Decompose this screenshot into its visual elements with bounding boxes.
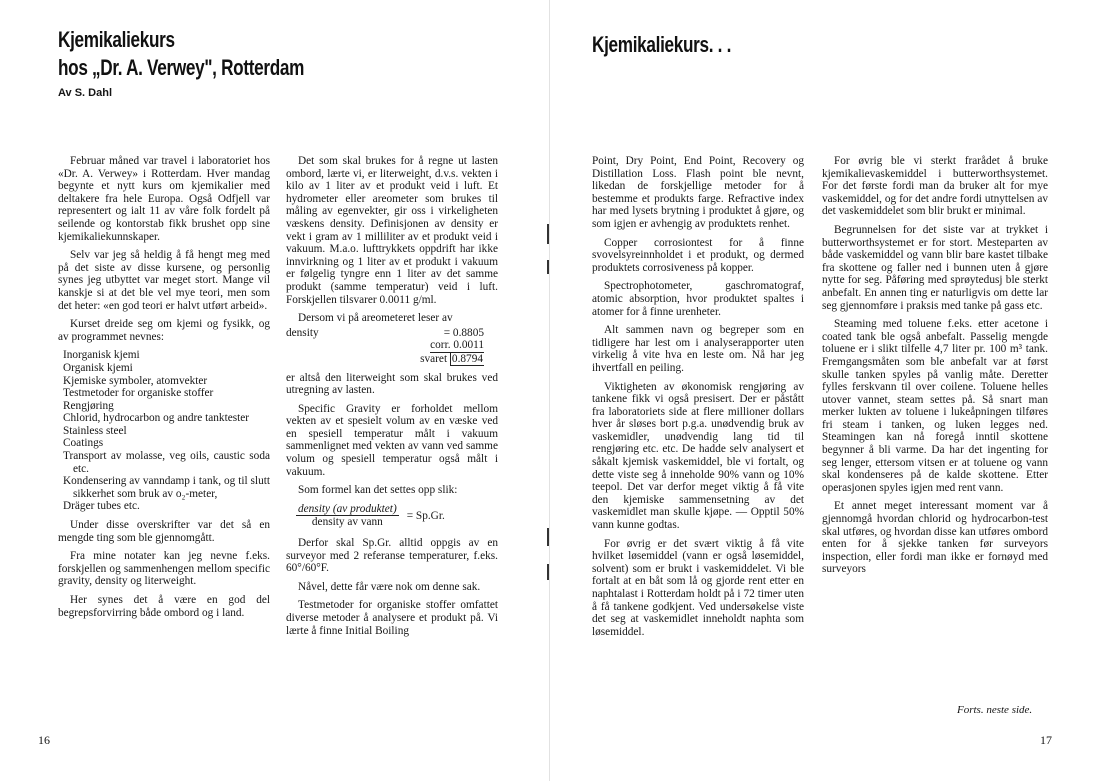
paragraph: Dersom vi på areometeret leser av	[298, 312, 453, 325]
list-item: Dräger tubes etc.	[63, 500, 140, 513]
paragraph: Det som skal brukes for å regne ut lasten ombord, lærte vi, er literweight, d.v.s. vekten i kilo av 1 liter av et produkt veid i luft. Et hydrometer eller areometer som brukes til måling av egenvekter, gir oss i virkeligheten væskens density. Definisjonen av density er vekt i gram av 1 milliliter av et produkt veid i vakuum. M.a.o. lufttrykkets oppdrift har ikke innvirkning og 1 liter av et produkt i vakuum er følgelig tyngre enn 1 liter av det samme produkt (samme temperatur) veid i luft. Forskjellen tilsvarer 0.0011 g/ml.	[286, 155, 498, 306]
paragraph: er altså den literweight som skal brukes ved utregning av lasten.	[286, 371, 498, 397]
paragraph: Begrunnelsen for det siste var at trykket i butterworthsystemet er for stort. Mesteparten av både vaskemiddel og vann blir bare kastet tilbake fra skottene og faller ned i bunnen uten å gjøre nytte for seg. Påføring med sprøytedusj ble sterkt anbefalt. En annen ting er naturligvis om dette lar seg gjennomføre i praksis med tanke på gass etc.	[822, 223, 1048, 312]
paragraph: Testmetoder for organiske stoffer omfattet diverse metoder å analysere et produkt på. Vi lærte å finne Initial Boiling	[286, 599, 498, 637]
list-item: Transport av molasse, veg oils, caustic soda etc.	[63, 450, 270, 475]
formula-denominator: density av vann	[311, 516, 383, 529]
paragraph: Derfor skal Sp.Gr. alltid oppgis av en surveyor med 2 referanse temperaturer, f.eks. 60°/60°F.	[286, 537, 498, 575]
paragraph: Nåvel, dette får være nok om denne sak.	[298, 580, 481, 593]
calc-correction: corr. 0.0011	[430, 339, 484, 352]
article-title: hos „Dr. A. Verwey", Rotterdam	[58, 55, 305, 80]
paragraph: Viktigheten av økonomisk rengjøring av tankene fikk vi også presisert. Der er påstått fra laboratoriets side at flere millioner dollars hver år sløses bort p.g.a. unødvendig bruk av vaskemidler, unødvendig lang tid til rengjøring etc. etc. De hadde selv analysert et såkalt kjemisk vaskemiddel, ble vi fortalt, og dette viste seg å inneholde 90% vann og 10% teepol. Det var derfor meget viktig å få vite den kjemiske sammensetning av det vaskemidlet man skulle kjøpe. — Opptil 50% vann kunne godtas.	[592, 380, 804, 532]
calc-result-value: 0.8794	[451, 352, 483, 365]
page-fold	[549, 0, 550, 781]
paragraph: Alt sammen navn og begreper som en tidligere har lest om i analyserapporter uten virkelig å vite hva en leste om. Nå har jeg ihvertfall en peiling.	[592, 324, 804, 374]
right-page	[552, 0, 1100, 781]
list-item: Testmetoder for organiske stoffer	[63, 387, 214, 400]
paragraph: Spectrophotometer, gaschromatograf, atomic absorption, hvor produktet spaltes i atomer for å finne urenheter.	[592, 280, 804, 318]
continued-note: Forts. neste side.	[957, 704, 1033, 716]
list-item: Organisk kjemi	[63, 361, 133, 374]
paragraph: Specific Gravity er forholdet mellom vekten av et spesielt volum av en væske ved en spesiell temperatur målt i vakuum sammenlignet med vekten av vann ved samme volum og spesiell temperatur også målt i vakuum.	[286, 402, 498, 478]
calc-value: = 0.8805	[443, 326, 484, 339]
list-item: Stainless steel	[63, 424, 127, 437]
paragraph: Her synes det å være en god del begrepsforvirring både ombord og i land.	[58, 594, 270, 619]
paragraph: For øvrig ble vi sterkt frarådet å bruke kjemikalievaskemiddel i butterworthsystemet. For det første fordi man da bruker alt for mye vaskemiddel, og for det andre fordi utnyttelsen av det vaskemiddelet som blir brukt er minimal.	[822, 155, 1048, 218]
paragraph: For øvrig er det svært viktig å få vite hvilket løsemiddel (vann er også løsemiddel, solvent) som er brukt i vaskemiddelet. Vi ble fortalt at en båt som lå og gjorde rent etter en naphtalast i Rotterdam holdt på i 72 timer uten å få tankene godkjent. Ved undersøkelse viste det seg at vaskemidlet inneholdt naphta som løsemiddel.	[592, 537, 804, 638]
text-column	[58, 155, 270, 625]
paragraph: Steaming med toluene f.eks. etter acetone i coated tank ble også anbefalt. Passelig mengde toluene er i slikt tilfelle 4,7 liter pr. 100 m³ tank. Fremgangsmåten som ble anbefalt var at først skulle tanken spyles på vanlig måte. Deretter fylles ferskvann til over coilene. Toluene helles utover vannet, steam settes på. Så snart man merker lukten av toluene i lukeåpningen tilføres fri steam i tanken, og luken legges ned. Steamingen kan nå foregå inntil skottene begynner å bli varme. Da har det ingenting for seg lenger, ettersom vitsen er at toluene og vann skal kondenseres på de kalde skottene. Etter operasjonen spyles igjen med rent vann.	[822, 318, 1048, 494]
text-column	[286, 155, 498, 643]
paragraph: Et annet meget interessant moment var å gjennomgå hvordan chlorid og hydrocarbon-test skal utføres, og hvordan disse kan utføres ombord enten for å sjekke tanken før surveyors inspection, eller fordi man ikke er fornøyd med surveyors	[822, 500, 1048, 576]
list-item: Chlorid, hydrocarbon og andre tanktester	[63, 412, 250, 425]
article-title-continued: Kjemikaliekurs. . .	[592, 32, 732, 57]
paragraph: Kurset dreide seg om kjemi og fysikk, og av programmet nevnes:	[58, 318, 270, 343]
paragraph: Fra mine notater kan jeg nevne f.eks. forskjellen og sammenhengen mellom specific gravity, density og literweight.	[58, 550, 270, 588]
calc-label: density	[286, 326, 319, 339]
paragraph: Selv var jeg så heldig å få hengt meg med på det siste av disse kursene, og personlig synes jeg utbyttet var meget stort. Mange vil kanskje si at det ble vel mye teori, men som det heter: «en god teori er halvt utført arbeid».	[58, 249, 270, 312]
specific-gravity-formula	[296, 503, 498, 529]
text-column	[822, 155, 1048, 582]
list-item: Inorganisk kjemi	[63, 349, 140, 362]
paragraph: Copper corrosiontest for å finne svovelsyreinnholdet i et produkt, og dermed produktets corrosiveness på kopper.	[592, 236, 804, 274]
list-item: Kondensering av vanndamp i tank, og til slutt sikkerhet som bruk av o₂-meter,	[63, 475, 270, 500]
paragraph: Februar måned var travel i laboratoriet hos «Dr. A. Verwey» i Rotterdam. Hver mandag begynte et nytt kurs om kjemikalier med deltakere fra hele Europa. Også Odfjell var representert og ialt 11 av våre folk fordelt på seilende og kontorstab fikk brushet opp sine kjemikaliekunnskaper.	[58, 155, 270, 243]
left-page	[0, 0, 548, 781]
byline: Av S. Dahl	[58, 87, 112, 99]
list-item: Kjemiske symboler, atomvekter	[63, 374, 208, 387]
density-calculation	[286, 327, 484, 366]
program-list	[58, 349, 270, 513]
paragraph: Under disse overskrifter var det så en mengde ting som ble gjennomgått.	[58, 519, 270, 544]
text-column	[592, 155, 804, 644]
list-item: Rengjøring	[63, 399, 114, 412]
formula-numerator: density (av produktet)	[298, 502, 397, 515]
page-number: 16	[38, 733, 50, 747]
list-item: Coatings	[63, 437, 104, 450]
paragraph: Point, Dry Point, End Point, Recovery og Distillation Loss. Flash point ble nevnt, likedan de forskjellige metoder for å bestemme et produkts farge. Refractive index har med lysets brytning i produktet å gjøre, og som igjen er avhengig av produktets renhet.	[592, 155, 804, 230]
calc-result-label: svaret	[420, 352, 448, 365]
paragraph: Som formel kan det settes opp slik:	[298, 484, 458, 497]
page-number: 17	[1040, 733, 1052, 747]
article-title: Kjemikaliekurs	[58, 27, 175, 52]
formula-result: = Sp.Gr.	[406, 509, 445, 522]
